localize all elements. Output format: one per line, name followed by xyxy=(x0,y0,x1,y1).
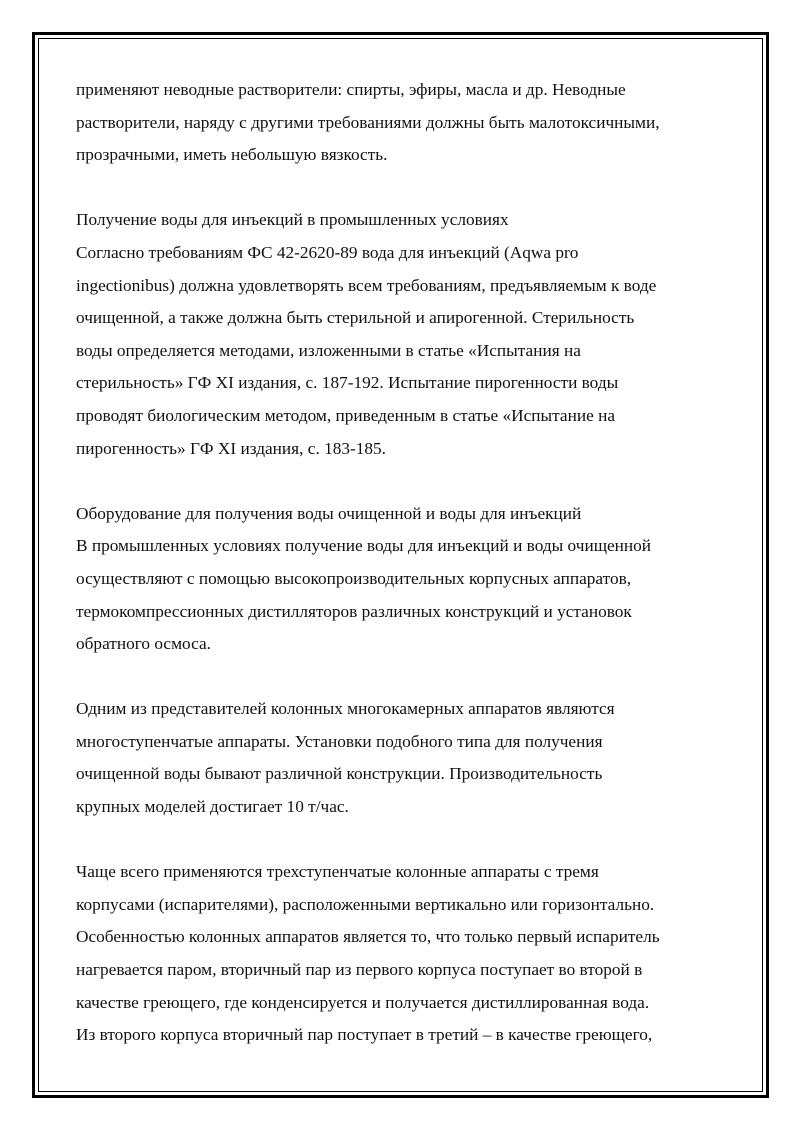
text-line: применяют неводные растворители: спирты, эфиры, масла и др. Неводные xyxy=(76,80,626,99)
section-heading: Получение воды для инъекций в промышленных условиях xyxy=(76,210,509,230)
text-line: В промышленных условиях получение воды для инъекций и воды очищенной xyxy=(76,536,652,556)
text-line: Из второго корпуса вторичный пар поступает в третий – в качестве греющего, xyxy=(76,1025,653,1045)
text-line: стерильность» ГФ XI издания, с. 187-192. Испытание пирогенности воды xyxy=(76,373,619,393)
text-line: крупных моделей достигает 10 т/час. xyxy=(76,797,349,817)
text-line: Согласно требованиям ФС 42-2620-89 вода для инъекций (Aqwa pro xyxy=(76,242,579,262)
text-line: воды определяется методами, изложенными в статье «Испытания на xyxy=(76,340,581,360)
paragraph-intro xyxy=(76,74,726,172)
text-line: корпусами (испарителями), расположенными вертикально или горизонтально. xyxy=(76,894,655,914)
text-line: термокомпрессионных дистилляторов различных конструкций и установок xyxy=(76,601,632,621)
text-line: обратного осмоса. xyxy=(76,634,211,654)
text-line: проводят биологическим методом, приведенным в статье «Испытание на xyxy=(76,405,616,425)
text-line: очищенной, а также должна быть стерильной и апирогенной. Стерильность xyxy=(76,308,635,328)
text-line: растворители, наряду с другими требованиями должны быть малотоксичными, xyxy=(76,112,660,132)
text-line: очищенной воды бывают различной конструкции. Производительность xyxy=(76,764,603,784)
text-line: пирогенность» ГФ XI издания, с. 183-185. xyxy=(76,438,386,458)
section-heading: Оборудование для получения воды очищенной и воды для инъекций xyxy=(76,503,582,523)
paragraph-water-injection xyxy=(76,204,726,465)
text-line: Особенностью колонных аппаратов является то, что только первый испаритель xyxy=(76,927,660,947)
text-line: прозрачными, иметь небольшую вязкость. xyxy=(76,145,388,165)
paragraph-gap xyxy=(76,661,726,694)
text-line: Одним из представителей колонных многокамерных аппаратов являются xyxy=(76,699,615,719)
document-body xyxy=(76,74,726,1052)
paragraph-multistage xyxy=(76,693,726,823)
text-line: Чаще всего применяются трехступенчатые колонные аппараты с тремя xyxy=(76,862,599,882)
paragraph-equipment xyxy=(76,498,726,661)
text-line: нагревается паром, вторичный пар из первого корпуса поступает во второй в xyxy=(76,960,643,980)
paragraph-gap xyxy=(76,824,726,857)
text-line: многоступенчатые аппараты. Установки подобного типа для получения xyxy=(76,731,603,751)
paragraph-gap xyxy=(76,172,726,205)
text-line: качестве греющего, где конденсируется и получается дистиллированная вода. xyxy=(76,992,650,1012)
paragraph-three-stage xyxy=(76,856,726,1052)
text-line: ingectionibus) должна удовлетворять всем требованиям, предъявляемым к воде xyxy=(76,275,657,295)
text-line: осуществляют с помощью высокопроизводительных корпусных аппаратов, xyxy=(76,568,632,588)
paragraph-gap xyxy=(76,465,726,498)
